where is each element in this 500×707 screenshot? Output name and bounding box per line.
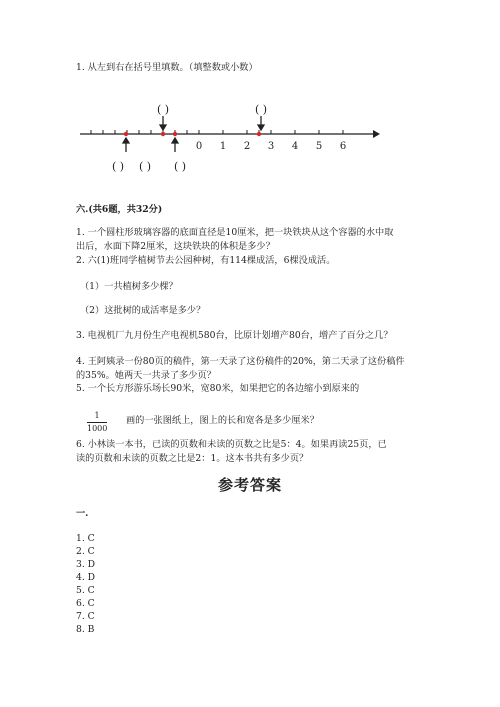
- answer-section-label: 一.: [76, 508, 89, 519]
- answer-item: 8. B: [76, 624, 95, 635]
- question-line: （1）一共植树多少棵？: [80, 281, 178, 292]
- marker-point: [173, 132, 177, 136]
- number-line-figure: [0, 0, 500, 190]
- answer-bracket-bottom: ( ): [173, 160, 187, 173]
- answer-item: 2. C: [76, 546, 95, 557]
- axis-arrow-icon: [373, 130, 380, 138]
- question-line: 的35%。她两天一共录了多少页？: [76, 370, 216, 381]
- tick-label-4: 4: [291, 141, 299, 152]
- question-line: 5. 一个长方形游乐场长90米，宽80米，如果把它的各边缩小到原来的: [76, 383, 360, 394]
- question-1-text: 1. 从左到右在括号里填数。（填整数或小数）: [76, 62, 258, 73]
- tick-label-5: 5: [315, 141, 323, 152]
- answer-bracket-bottom: ( ): [138, 160, 152, 173]
- question-line: 4. 王阿姨录一份80页的稿件，第一天录了这份稿件的20%，第二天录了这份稿件: [76, 356, 405, 367]
- question-line: 2. 六(1)班同学植树节去公园种树，有114棵成活，6棵没成活。: [76, 255, 336, 266]
- question-line: 3. 电视机厂九月份生产电视机580台，比原计划增产80台，增产了百分之几？: [76, 330, 393, 341]
- marker-point: [124, 132, 128, 136]
- question-line: 出后，水面下降2厘米，这块铁块的体积是多少？: [76, 241, 275, 252]
- section-6-heading: 六.(共6题，共32分): [76, 204, 163, 215]
- answer-bracket-top: ( ): [156, 103, 170, 116]
- fraction-one-thousandth: [87, 411, 107, 434]
- fraction-numerator: 1: [94, 411, 100, 420]
- marker-point: [257, 132, 261, 136]
- tick-label-1: 1: [219, 141, 227, 152]
- answer-item: 5. C: [76, 585, 95, 596]
- fraction-denominator: 1000: [87, 424, 108, 433]
- marker-point: [161, 132, 165, 136]
- question-line: 6. 小林读一本书，已读的页数和未读的页数之比是5：4。如果再读25页，已: [76, 439, 387, 450]
- answer-item: 6. C: [76, 598, 95, 609]
- answer-item: 3. D: [76, 559, 96, 570]
- question-line: 画的一张图纸上，图上的长和宽各是多少厘米？: [126, 415, 319, 426]
- answer-item: 4. D: [76, 572, 96, 583]
- answer-bracket-bottom: ( ): [111, 160, 125, 173]
- answer-key-title: 参考答案: [217, 476, 282, 494]
- question-line: （2）这批树的成活率是多少？: [80, 305, 206, 316]
- answer-bracket-top: ( ): [254, 103, 268, 116]
- answer-item: 1. C: [76, 533, 95, 544]
- tick-label-2: 2: [243, 141, 251, 152]
- fraction-bar: [87, 422, 107, 423]
- tick-label-3: 3: [267, 141, 275, 152]
- answer-item: 7. C: [76, 611, 95, 622]
- tick-label-6: 6: [339, 141, 347, 152]
- question-line: 读的页数和未读的页数之比是2：1。这本书共有多少页？: [76, 453, 309, 464]
- tick-label-0: 0: [195, 141, 203, 152]
- question-line: 1. 一个圆柱形玻璃容器的底面直径是10厘米，把一块铁块从这个容器的水中取: [76, 227, 394, 238]
